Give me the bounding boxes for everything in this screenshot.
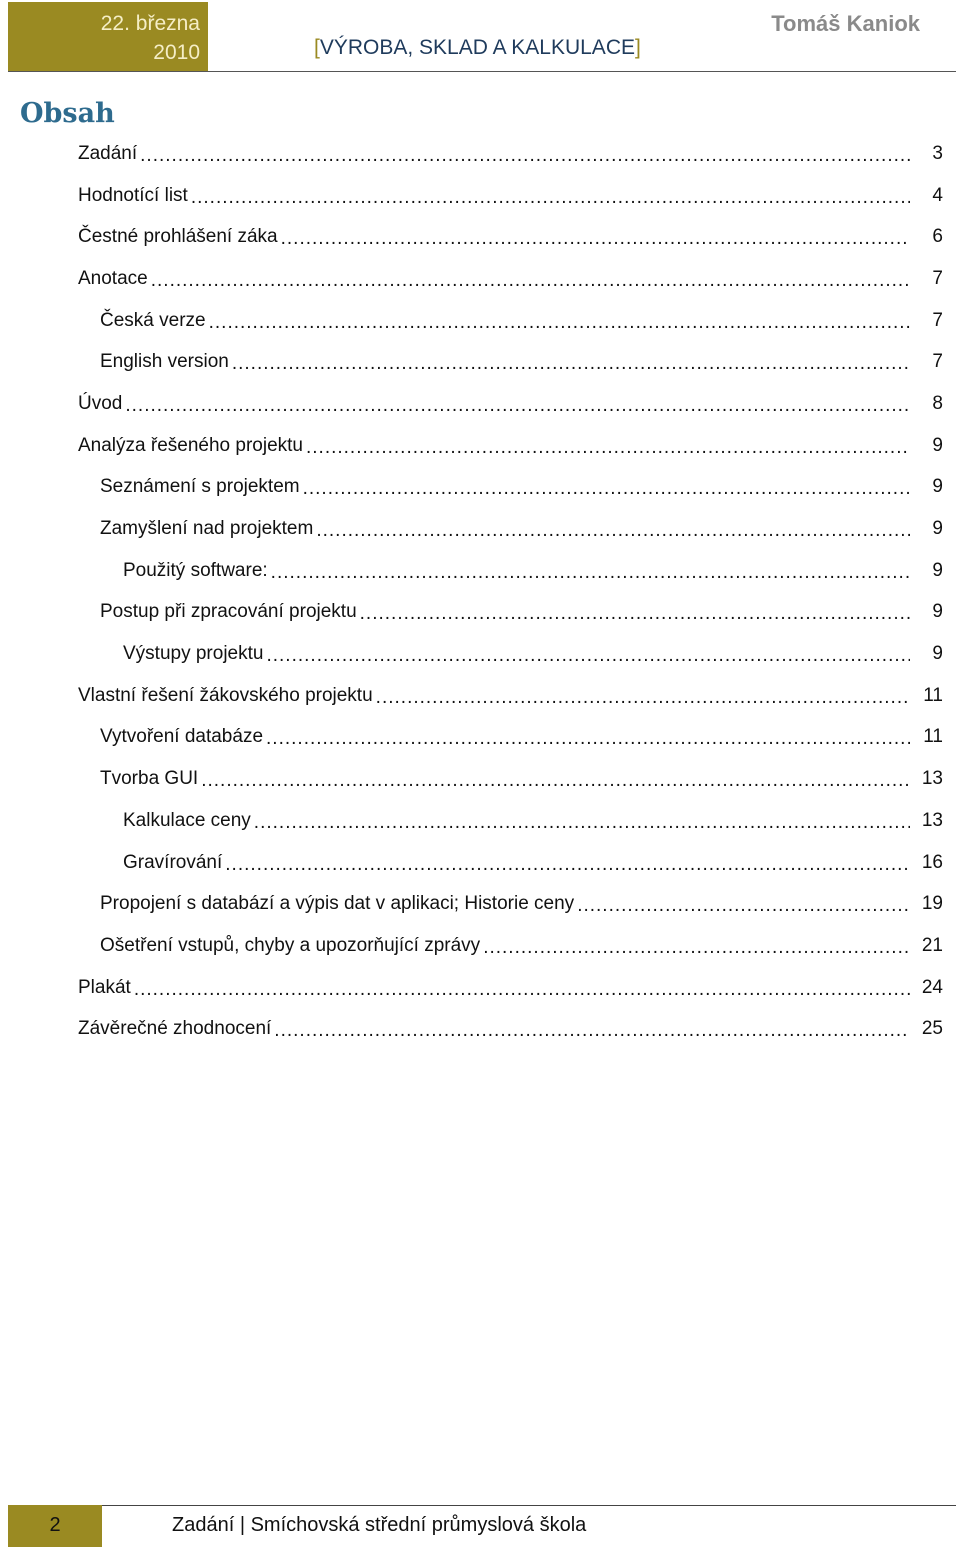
toc-entry-page: 9: [932, 643, 943, 665]
toc-entry-page: 9: [932, 601, 943, 623]
toc-dot-leader: [125, 395, 910, 417]
toc-entry-page: 9: [932, 434, 943, 456]
toc-entry[interactable]: [0, 300, 960, 342]
toc-entry-label: Tvorba GUI: [100, 768, 199, 790]
toc-entry-page: 16: [921, 851, 943, 873]
toc-dot-leader: [306, 437, 910, 459]
toc-entry-page: 7: [932, 309, 943, 331]
toc-entry-label: Plakát: [78, 976, 131, 998]
toc-dot-leader: [266, 728, 910, 750]
page-number: 2: [49, 1514, 61, 1536]
toc-dot-leader: [483, 937, 910, 959]
toc-entry-page: 7: [932, 267, 943, 289]
page-number-box: [8, 1505, 102, 1547]
toc-entry[interactable]: [0, 717, 960, 759]
toc-entry-label: Propojení s databází a výpis dat v aplikaci; Historie ceny: [100, 893, 575, 915]
toc-entry-label: Anotace: [78, 267, 148, 289]
toc-entry-page: 7: [932, 351, 943, 373]
toc-entry-page: 24: [921, 976, 943, 998]
toc-entry[interactable]: [0, 842, 960, 884]
toc-entry-label: Čestné prohlášení záka: [78, 226, 278, 248]
toc-entry-page: 9: [932, 476, 943, 498]
toc-dot-leader: [232, 353, 910, 375]
toc-entry[interactable]: [0, 341, 960, 383]
toc-entry-page: 11: [923, 684, 943, 706]
toc-entry[interactable]: [0, 925, 960, 967]
toc-dot-leader: [201, 770, 910, 792]
header-date-day: 22. března: [100, 12, 200, 35]
toc-entry-page: 21: [921, 934, 943, 956]
toc-entry-page: 8: [932, 392, 943, 414]
toc-dot-leader: [266, 645, 910, 667]
document-title: [314, 36, 641, 60]
toc-entry[interactable]: [0, 508, 960, 550]
toc-entry-page: 9: [932, 559, 943, 581]
toc-entry[interactable]: [0, 133, 960, 175]
toc-dot-leader: [151, 270, 910, 292]
toc-entry-page: 3: [932, 142, 943, 164]
footer-text: Zadání | Smíchovská střední průmyslová škola: [172, 1514, 587, 1536]
toc-entry-page: 19: [921, 893, 943, 915]
toc-dot-leader: [254, 812, 910, 834]
toc-entry-label: Kalkulace ceny: [123, 809, 251, 831]
toc-entry-label: Postup při zpracování projektu: [100, 601, 357, 623]
toc-entry-label: Gravírování: [123, 851, 223, 873]
toc-dot-leader: [303, 478, 910, 500]
toc-dot-leader: [225, 854, 910, 876]
toc-entry-label: Zadání: [78, 142, 138, 164]
toc-entry-label: Česká verze: [100, 309, 206, 331]
header-divider: [8, 71, 956, 72]
toc-entry-label: Vlastní řešení žákovského projektu: [78, 684, 373, 706]
toc-entry-label: English version: [100, 351, 229, 373]
toc-entry-label: Vytvoření databáze: [100, 726, 264, 748]
toc-entry[interactable]: [0, 633, 960, 675]
header-date-year: 2010: [153, 41, 200, 64]
toc-entry[interactable]: [0, 758, 960, 800]
toc-heading: Obsah: [20, 98, 115, 129]
toc-entry[interactable]: [0, 800, 960, 842]
toc-entry[interactable]: [0, 216, 960, 258]
date-box: [8, 2, 208, 72]
toc-entry-label: Zamyšlení nad projektem: [100, 518, 314, 540]
toc-entry[interactable]: [0, 258, 960, 300]
toc-dot-leader: [360, 603, 910, 625]
author-name: Tomáš Kaniok: [771, 11, 920, 36]
toc-dot-leader: [140, 145, 910, 167]
footer-divider: [8, 1505, 956, 1506]
toc-dot-leader: [274, 1020, 910, 1042]
title-bracket-close: ]: [635, 36, 641, 59]
toc-entry-label: Hodnotící list: [78, 184, 188, 206]
toc-dot-leader: [577, 895, 910, 917]
toc-entry-page: 13: [921, 809, 943, 831]
toc-entry[interactable]: [0, 883, 960, 925]
toc-entry-label: Úvod: [78, 392, 123, 414]
toc-dot-leader: [191, 187, 910, 209]
table-of-contents: [0, 133, 960, 1050]
toc-entry-label: Závěrečné zhodnocení: [78, 1018, 272, 1040]
toc-entry-page: 6: [932, 226, 943, 248]
toc-entry-page: 25: [921, 1018, 943, 1040]
toc-entry[interactable]: [0, 383, 960, 425]
document-title-text: VÝROBA, SKLAD A KALKULACE: [319, 36, 635, 59]
toc-dot-leader: [281, 228, 910, 250]
toc-entry-label: Analýza řešeného projektu: [78, 434, 303, 456]
toc-entry[interactable]: [0, 550, 960, 592]
toc-dot-leader: [316, 520, 910, 542]
toc-entry[interactable]: [0, 467, 960, 509]
toc-entry[interactable]: [0, 175, 960, 217]
title-bracket-open: [: [314, 36, 320, 59]
toc-entry[interactable]: [0, 967, 960, 1009]
toc-entry-page: 4: [932, 184, 943, 206]
toc-entry[interactable]: [0, 425, 960, 467]
toc-entry-page: 13: [921, 768, 943, 790]
toc-entry-page: 11: [923, 726, 943, 748]
toc-entry-label: Výstupy projektu: [123, 643, 264, 665]
toc-dot-leader: [271, 562, 910, 584]
toc-entry-label: Ošetření vstupů, chyby a upozorňující zprávy: [100, 934, 481, 956]
toc-entry-page: 9: [932, 518, 943, 540]
toc-dot-leader: [376, 687, 910, 709]
toc-entry[interactable]: [0, 592, 960, 634]
toc-dot-leader: [134, 979, 910, 1001]
toc-entry[interactable]: [0, 675, 960, 717]
page-header: [0, 0, 960, 80]
toc-dot-leader: [209, 312, 910, 334]
toc-entry-label: Seznámení s projektem: [100, 476, 300, 498]
toc-entry-label: Použitý software:: [123, 559, 268, 581]
toc-entry[interactable]: [0, 1008, 960, 1050]
